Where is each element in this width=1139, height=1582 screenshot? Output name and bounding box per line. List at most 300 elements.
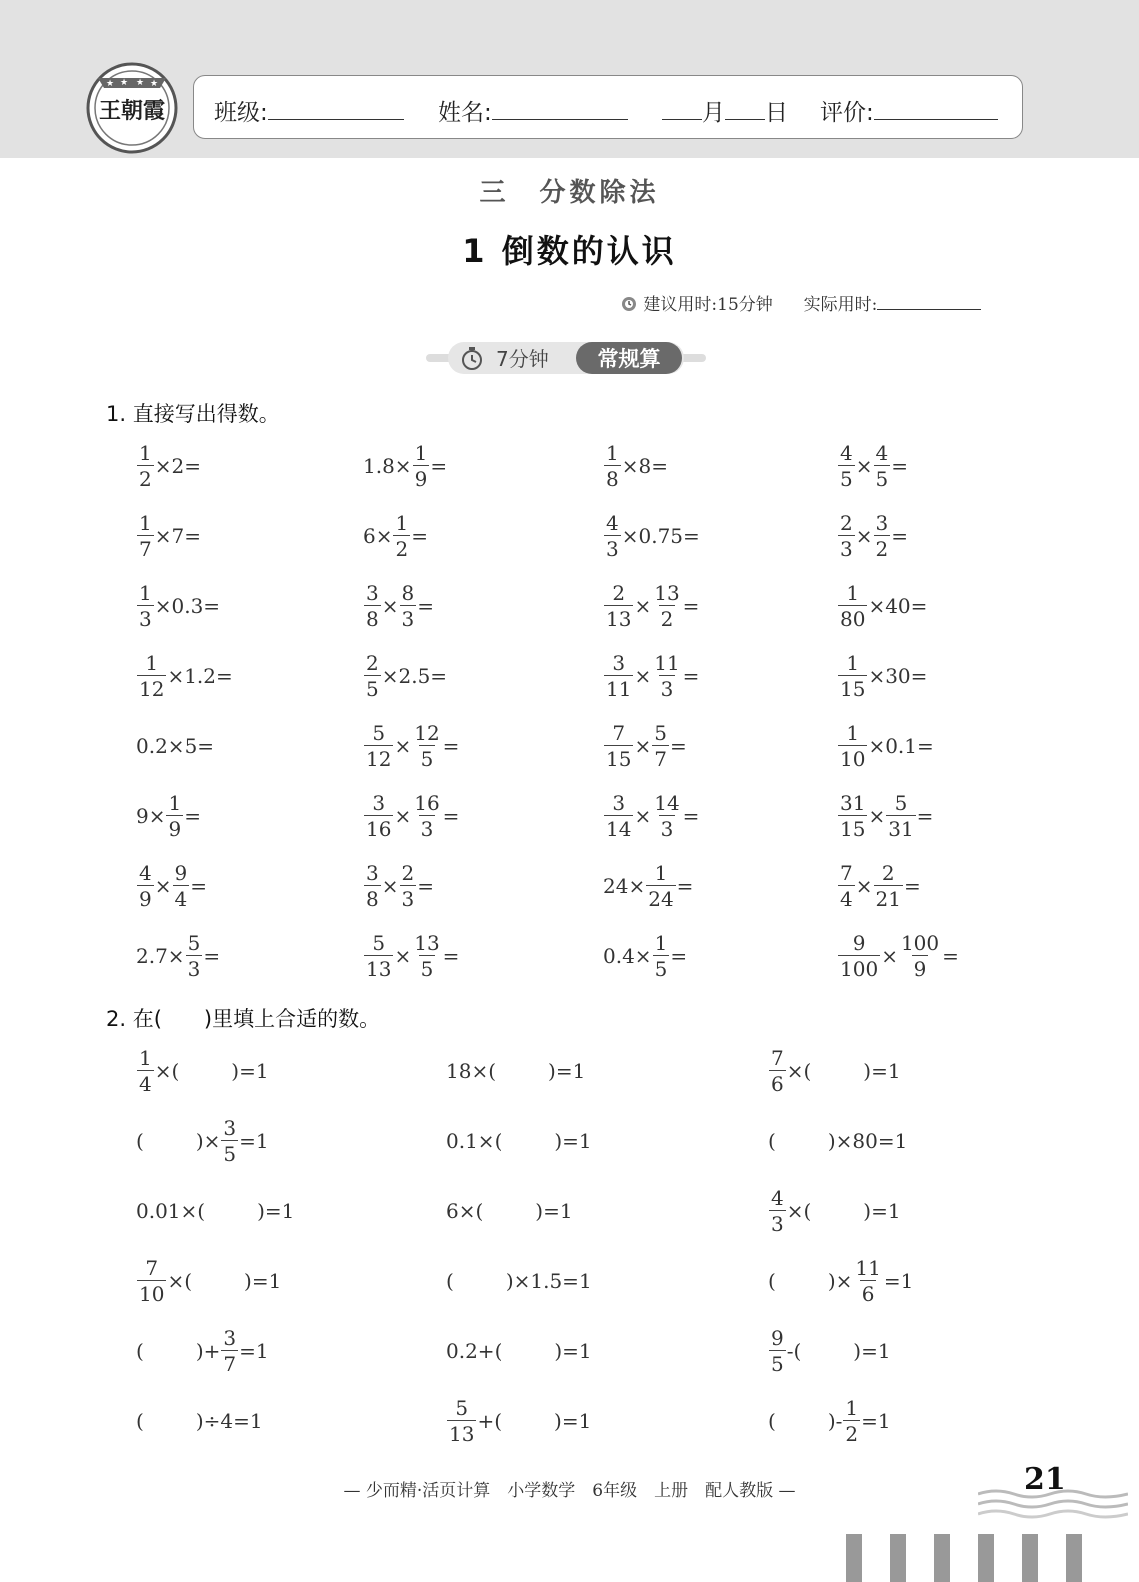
numerator: 1 (846, 651, 860, 675)
expression-text: × (634, 804, 652, 828)
fraction (166, 793, 183, 839)
fraction (886, 793, 915, 839)
expression-text: = (190, 874, 207, 898)
denominator: 9 (913, 957, 927, 981)
numerator: 3 (223, 1116, 237, 1140)
fraction (838, 583, 867, 629)
problem (603, 648, 699, 704)
numerator: 2 (881, 861, 895, 885)
numerator: 4 (840, 441, 853, 465)
denominator: 6 (771, 1072, 784, 1096)
fraction (652, 583, 681, 629)
denominator: 7 (223, 1352, 237, 1376)
problem (603, 788, 699, 844)
problem (136, 718, 214, 774)
problem (136, 648, 233, 704)
problem (837, 648, 927, 704)
denominator: 3 (660, 817, 674, 841)
denominator: 5 (223, 1142, 237, 1166)
fraction (843, 1398, 860, 1444)
expression-text: =1 (883, 1269, 914, 1293)
problem (136, 1043, 269, 1099)
expression-text: ( (136, 1339, 144, 1363)
expression-text: )× (827, 1269, 853, 1293)
denominator: 4 (840, 887, 853, 911)
fraction (899, 933, 941, 979)
problem (136, 1253, 281, 1309)
expression-text: = (442, 944, 460, 968)
problem (136, 858, 207, 914)
numerator: 1 (395, 511, 409, 535)
denominator: 100 (840, 957, 879, 981)
numerator: 1 (168, 791, 182, 815)
denominator: 2 (139, 467, 152, 491)
banner-tag: 常规算 (597, 347, 661, 371)
expression-text: 0.2+( (446, 1339, 503, 1363)
numerator: 1 (139, 511, 152, 535)
expression-text: = (676, 874, 694, 898)
expression-text: 24× (603, 874, 646, 898)
denominator: 14 (606, 817, 632, 841)
numerator: 13 (654, 581, 680, 605)
fraction (769, 1048, 786, 1094)
expression-text: × (855, 874, 873, 898)
expression-text: = (442, 804, 460, 828)
numerator: 7 (840, 861, 853, 885)
numerator: 4 (875, 441, 889, 465)
fraction (364, 933, 393, 979)
expression-text: ×7= (154, 524, 201, 548)
fraction (137, 863, 154, 909)
denominator: 6 (861, 1282, 875, 1306)
denominator: 11 (606, 677, 632, 701)
expression-text: ×0.1= (868, 734, 934, 758)
fraction (364, 583, 381, 629)
name-label: 姓名: (438, 100, 492, 126)
actual-time-field[interactable] (877, 291, 981, 310)
denominator: 15 (840, 817, 866, 841)
problem (837, 718, 934, 774)
day-field[interactable] (725, 97, 765, 120)
denominator: 15 (606, 747, 632, 771)
denominator: 80 (840, 607, 866, 631)
numerator: 5 (187, 931, 201, 955)
expression-text: )=1 (554, 1129, 592, 1153)
denominator: 8 (366, 607, 379, 631)
problem (603, 508, 700, 564)
expression-text: × (881, 944, 898, 968)
fraction (874, 443, 891, 489)
denominator: 5 (840, 467, 853, 491)
denominator: 3 (187, 957, 201, 981)
numerator: 13 (414, 931, 440, 955)
lesson-title: 1 倒数的认识 (462, 232, 677, 270)
fraction (653, 933, 670, 979)
expression-text: )×1.5=1 (505, 1269, 592, 1293)
month-label: 月 (702, 100, 725, 126)
fraction (364, 863, 381, 909)
expression-text: ( (768, 1409, 776, 1433)
expression-text: 0.01×( (136, 1199, 206, 1223)
expression-text: = (417, 594, 434, 618)
numerator: 100 (900, 931, 940, 955)
expression-text: )=1 (863, 1059, 901, 1083)
problem (837, 438, 908, 494)
student-info-box (193, 75, 1023, 139)
numerator: 1 (846, 721, 860, 745)
fraction (838, 793, 867, 839)
expression-text: ( (136, 1129, 144, 1153)
fraction (604, 583, 633, 629)
expression-text: ×2= (154, 454, 201, 478)
problem (363, 788, 459, 844)
problem (363, 648, 447, 704)
numerator: 1 (846, 581, 860, 605)
problem (363, 718, 459, 774)
numerator: 1 (139, 441, 152, 465)
fraction (186, 933, 203, 979)
expression-text: 0.2×5= (136, 734, 215, 758)
denominator: 4 (139, 1072, 152, 1096)
numerator: 5 (654, 721, 667, 745)
numerator: 14 (654, 791, 680, 815)
fraction (221, 1118, 238, 1164)
expression-text: )=1 (244, 1269, 282, 1293)
denominator: 3 (771, 1212, 784, 1236)
fraction (413, 443, 430, 489)
problem (768, 1393, 891, 1449)
fraction (769, 1328, 786, 1374)
problem (363, 578, 434, 634)
class-field[interactable] (268, 97, 404, 120)
denominator: 12 (139, 677, 165, 701)
month-field[interactable] (662, 97, 702, 120)
denominator: 9 (168, 817, 182, 841)
denominator: 13 (449, 1422, 475, 1446)
denominator: 2 (875, 537, 889, 561)
numerator: 7 (145, 1256, 159, 1280)
denominator: 16 (366, 817, 392, 841)
expression-text: =1 (861, 1409, 891, 1433)
fraction (838, 723, 867, 769)
expression-text: = (682, 594, 700, 618)
numerator: 4 (606, 511, 619, 535)
numerator: 11 (654, 651, 680, 675)
denominator: 3 (840, 537, 853, 561)
publisher-logo-icon (84, 58, 180, 154)
expression-text: = (682, 664, 700, 688)
expression-text: 6× (363, 524, 393, 548)
expression-text: = (430, 454, 448, 478)
numerator: 4 (771, 1186, 784, 1210)
expression-text: )=1 (535, 1199, 573, 1223)
time-info (620, 290, 1030, 315)
fraction (652, 793, 681, 839)
problem (136, 1113, 269, 1169)
expression-text: ( (768, 1129, 776, 1153)
expression-text: ×30= (868, 664, 928, 688)
problem (837, 508, 908, 564)
numerator: 3 (612, 651, 626, 675)
numerator: 1 (654, 931, 668, 955)
section1-title: 1. 直接写出得数。 (106, 402, 280, 426)
numerator: 1 (845, 1396, 859, 1420)
name-field[interactable] (492, 97, 628, 120)
numerator: 1 (139, 1046, 152, 1070)
expression-text: )=1 (863, 1199, 901, 1223)
numerator: 1 (414, 441, 428, 465)
svg-text:★: ★ (150, 79, 159, 89)
fraction (364, 723, 393, 769)
expression-text: )- (827, 1409, 843, 1433)
problem (136, 1323, 269, 1379)
fraction (364, 793, 393, 839)
expression-text: = (916, 804, 934, 828)
expression-text: )=1 (257, 1199, 295, 1223)
fraction (400, 863, 417, 909)
eval-label: 评价: (820, 100, 874, 126)
expression-text: )=1 (554, 1409, 592, 1433)
fraction (769, 1188, 786, 1234)
expression-text: )× (195, 1129, 221, 1153)
fraction (604, 653, 633, 699)
expression-text: × (381, 594, 399, 618)
numerator: 5 (372, 721, 386, 745)
problem (136, 508, 201, 564)
expression-text: × (634, 594, 652, 618)
fraction (137, 443, 154, 489)
expression-text: )=1 (231, 1059, 269, 1083)
denominator: 10 (139, 1282, 165, 1306)
numerator: 2 (366, 651, 379, 675)
denominator: 3 (401, 607, 415, 631)
fraction (412, 723, 441, 769)
denominator: 8 (366, 887, 379, 911)
fraction (137, 583, 154, 629)
problem (768, 1043, 901, 1099)
numerator: 8 (401, 581, 415, 605)
fraction (838, 653, 867, 699)
numerator: 9 (852, 931, 866, 955)
problem (603, 928, 687, 984)
section-banner (426, 340, 706, 376)
denominator: 3 (420, 817, 434, 841)
numerator: 3 (366, 861, 379, 885)
denominator: 9 (414, 467, 428, 491)
denominator: 13 (366, 957, 392, 981)
problem (136, 788, 201, 844)
problem (603, 438, 668, 494)
denominator: 15 (840, 677, 866, 701)
denominator: 5 (654, 957, 668, 981)
expression-text: )=1 (853, 1339, 891, 1363)
expression-text: = (891, 454, 908, 478)
fraction (137, 1048, 154, 1094)
expression-text: ×0.3= (154, 594, 221, 618)
section2-title: 2. 在( )里填上合适的数。 (106, 1007, 381, 1031)
expression-text: ( (446, 1269, 454, 1293)
fraction (137, 653, 166, 699)
numerator: 3 (223, 1326, 237, 1350)
numerator: 2 (840, 511, 853, 535)
fraction (137, 513, 154, 559)
expression-text: × (855, 454, 873, 478)
numerator: 2 (612, 581, 626, 605)
problem (768, 1113, 907, 1169)
expression-text: = (442, 734, 460, 758)
problem (837, 858, 921, 914)
expression-text: = (942, 944, 959, 968)
svg-text:★: ★ (136, 78, 145, 88)
problem (768, 1183, 901, 1239)
fraction (604, 443, 621, 489)
expression-text: ( (136, 1409, 144, 1433)
expression-text: )×80=1 (827, 1129, 908, 1153)
expression-text: ×0.75= (621, 524, 700, 548)
fraction (412, 933, 441, 979)
fraction (874, 513, 891, 559)
numerator: 12 (414, 721, 440, 745)
fraction (400, 583, 417, 629)
problem (603, 858, 693, 914)
fraction (137, 1258, 166, 1304)
denominator: 21 (875, 887, 901, 911)
denominator: 5 (420, 747, 434, 771)
denominator: 3 (139, 607, 152, 631)
actual-time-label: 实际用时: (803, 295, 878, 315)
expression-text: ×( (154, 1059, 180, 1083)
expression-text: × (394, 804, 412, 828)
expression-text: )+ (195, 1339, 221, 1363)
expression-text: = (682, 804, 700, 828)
numerator: 7 (612, 721, 626, 745)
denominator: 5 (420, 957, 434, 981)
denominator: 7 (654, 747, 667, 771)
problem (136, 1393, 263, 1449)
svg-text:★: ★ (106, 79, 115, 89)
problem (136, 578, 220, 634)
fraction (604, 513, 621, 559)
fraction (853, 1258, 882, 1304)
problem (136, 1183, 294, 1239)
expression-text: × (381, 874, 399, 898)
day-label: 日 (765, 100, 788, 126)
problem (363, 928, 459, 984)
fraction (604, 723, 633, 769)
numerator: 5 (372, 931, 386, 955)
numerator: 9 (771, 1326, 784, 1350)
expression-text: ×( (167, 1269, 193, 1293)
expression-text: )=1 (554, 1339, 592, 1363)
decorative-waves (978, 1482, 1128, 1522)
problem (136, 928, 220, 984)
expression-text: = (669, 734, 687, 758)
numerator: 4 (139, 861, 152, 885)
expression-text: ×( (786, 1199, 812, 1223)
fraction (838, 863, 855, 909)
numerator: 2 (401, 861, 415, 885)
expression-text: × (154, 874, 172, 898)
fraction (646, 863, 675, 909)
expression-text: = (203, 944, 221, 968)
suggested-time: 建议用时:15分钟 (643, 295, 773, 315)
eval-field[interactable] (874, 97, 998, 120)
expression-text: ( (768, 1269, 776, 1293)
expression-text: ×2.5= (381, 664, 448, 688)
expression-text: )=1 (548, 1059, 586, 1083)
expression-text: ×1.2= (167, 664, 233, 688)
expression-text: = (670, 944, 688, 968)
class-label: 班级: (214, 100, 268, 126)
expression-text: ×( (786, 1059, 812, 1083)
expression-text: × (634, 664, 652, 688)
fraction (364, 653, 381, 699)
numerator: 1 (145, 651, 159, 675)
numerator: 31 (840, 791, 866, 815)
numerator: 5 (894, 791, 908, 815)
fraction (604, 793, 633, 839)
decorative-bars (846, 1532, 1106, 1582)
clock-icon (620, 295, 638, 313)
denominator: 5 (875, 467, 889, 491)
denominator: 12 (366, 747, 392, 771)
fraction (173, 863, 190, 909)
expression-text: 2.7× (136, 944, 185, 968)
expression-text: × (634, 734, 652, 758)
problem (768, 1253, 913, 1309)
denominator: 24 (648, 887, 674, 911)
expression-text: =1 (239, 1339, 269, 1363)
expression-text: = (184, 804, 201, 828)
denominator: 10 (840, 747, 866, 771)
expression-text: 6×( (446, 1199, 484, 1223)
denominator: 5 (366, 677, 379, 701)
unit-title: 三 分数除法 (479, 178, 660, 208)
expression-text: 1.8× (363, 454, 412, 478)
numerator: 1 (654, 861, 668, 885)
problem (363, 438, 447, 494)
problem (837, 578, 927, 634)
denominator: 2 (660, 607, 674, 631)
numerator: 16 (414, 791, 440, 815)
problem (446, 1253, 592, 1309)
numerator: 3 (366, 581, 379, 605)
expression-text: ×8= (621, 454, 668, 478)
expression-text: × (394, 944, 412, 968)
problem (446, 1113, 592, 1169)
problem (603, 718, 687, 774)
denominator: 8 (606, 467, 619, 491)
expression-text: 0.1×( (446, 1129, 503, 1153)
denominator: 3 (606, 537, 619, 561)
expression-text: = (411, 524, 428, 548)
denominator: 9 (139, 887, 152, 911)
problem (603, 578, 699, 634)
denominator: 2 (395, 537, 409, 561)
expression-text: 18×( (446, 1059, 497, 1083)
fraction (838, 513, 855, 559)
expression-text: 9× (136, 804, 166, 828)
fraction (874, 863, 903, 909)
problem (837, 928, 959, 984)
banner-time: 7分钟 (496, 347, 549, 371)
expression-text: × (855, 524, 873, 548)
denominator: 31 (888, 817, 914, 841)
numerator: 11 (855, 1256, 881, 1280)
denominator: 3 (660, 677, 674, 701)
denominator: 5 (771, 1352, 784, 1376)
expression-text: = (417, 874, 434, 898)
